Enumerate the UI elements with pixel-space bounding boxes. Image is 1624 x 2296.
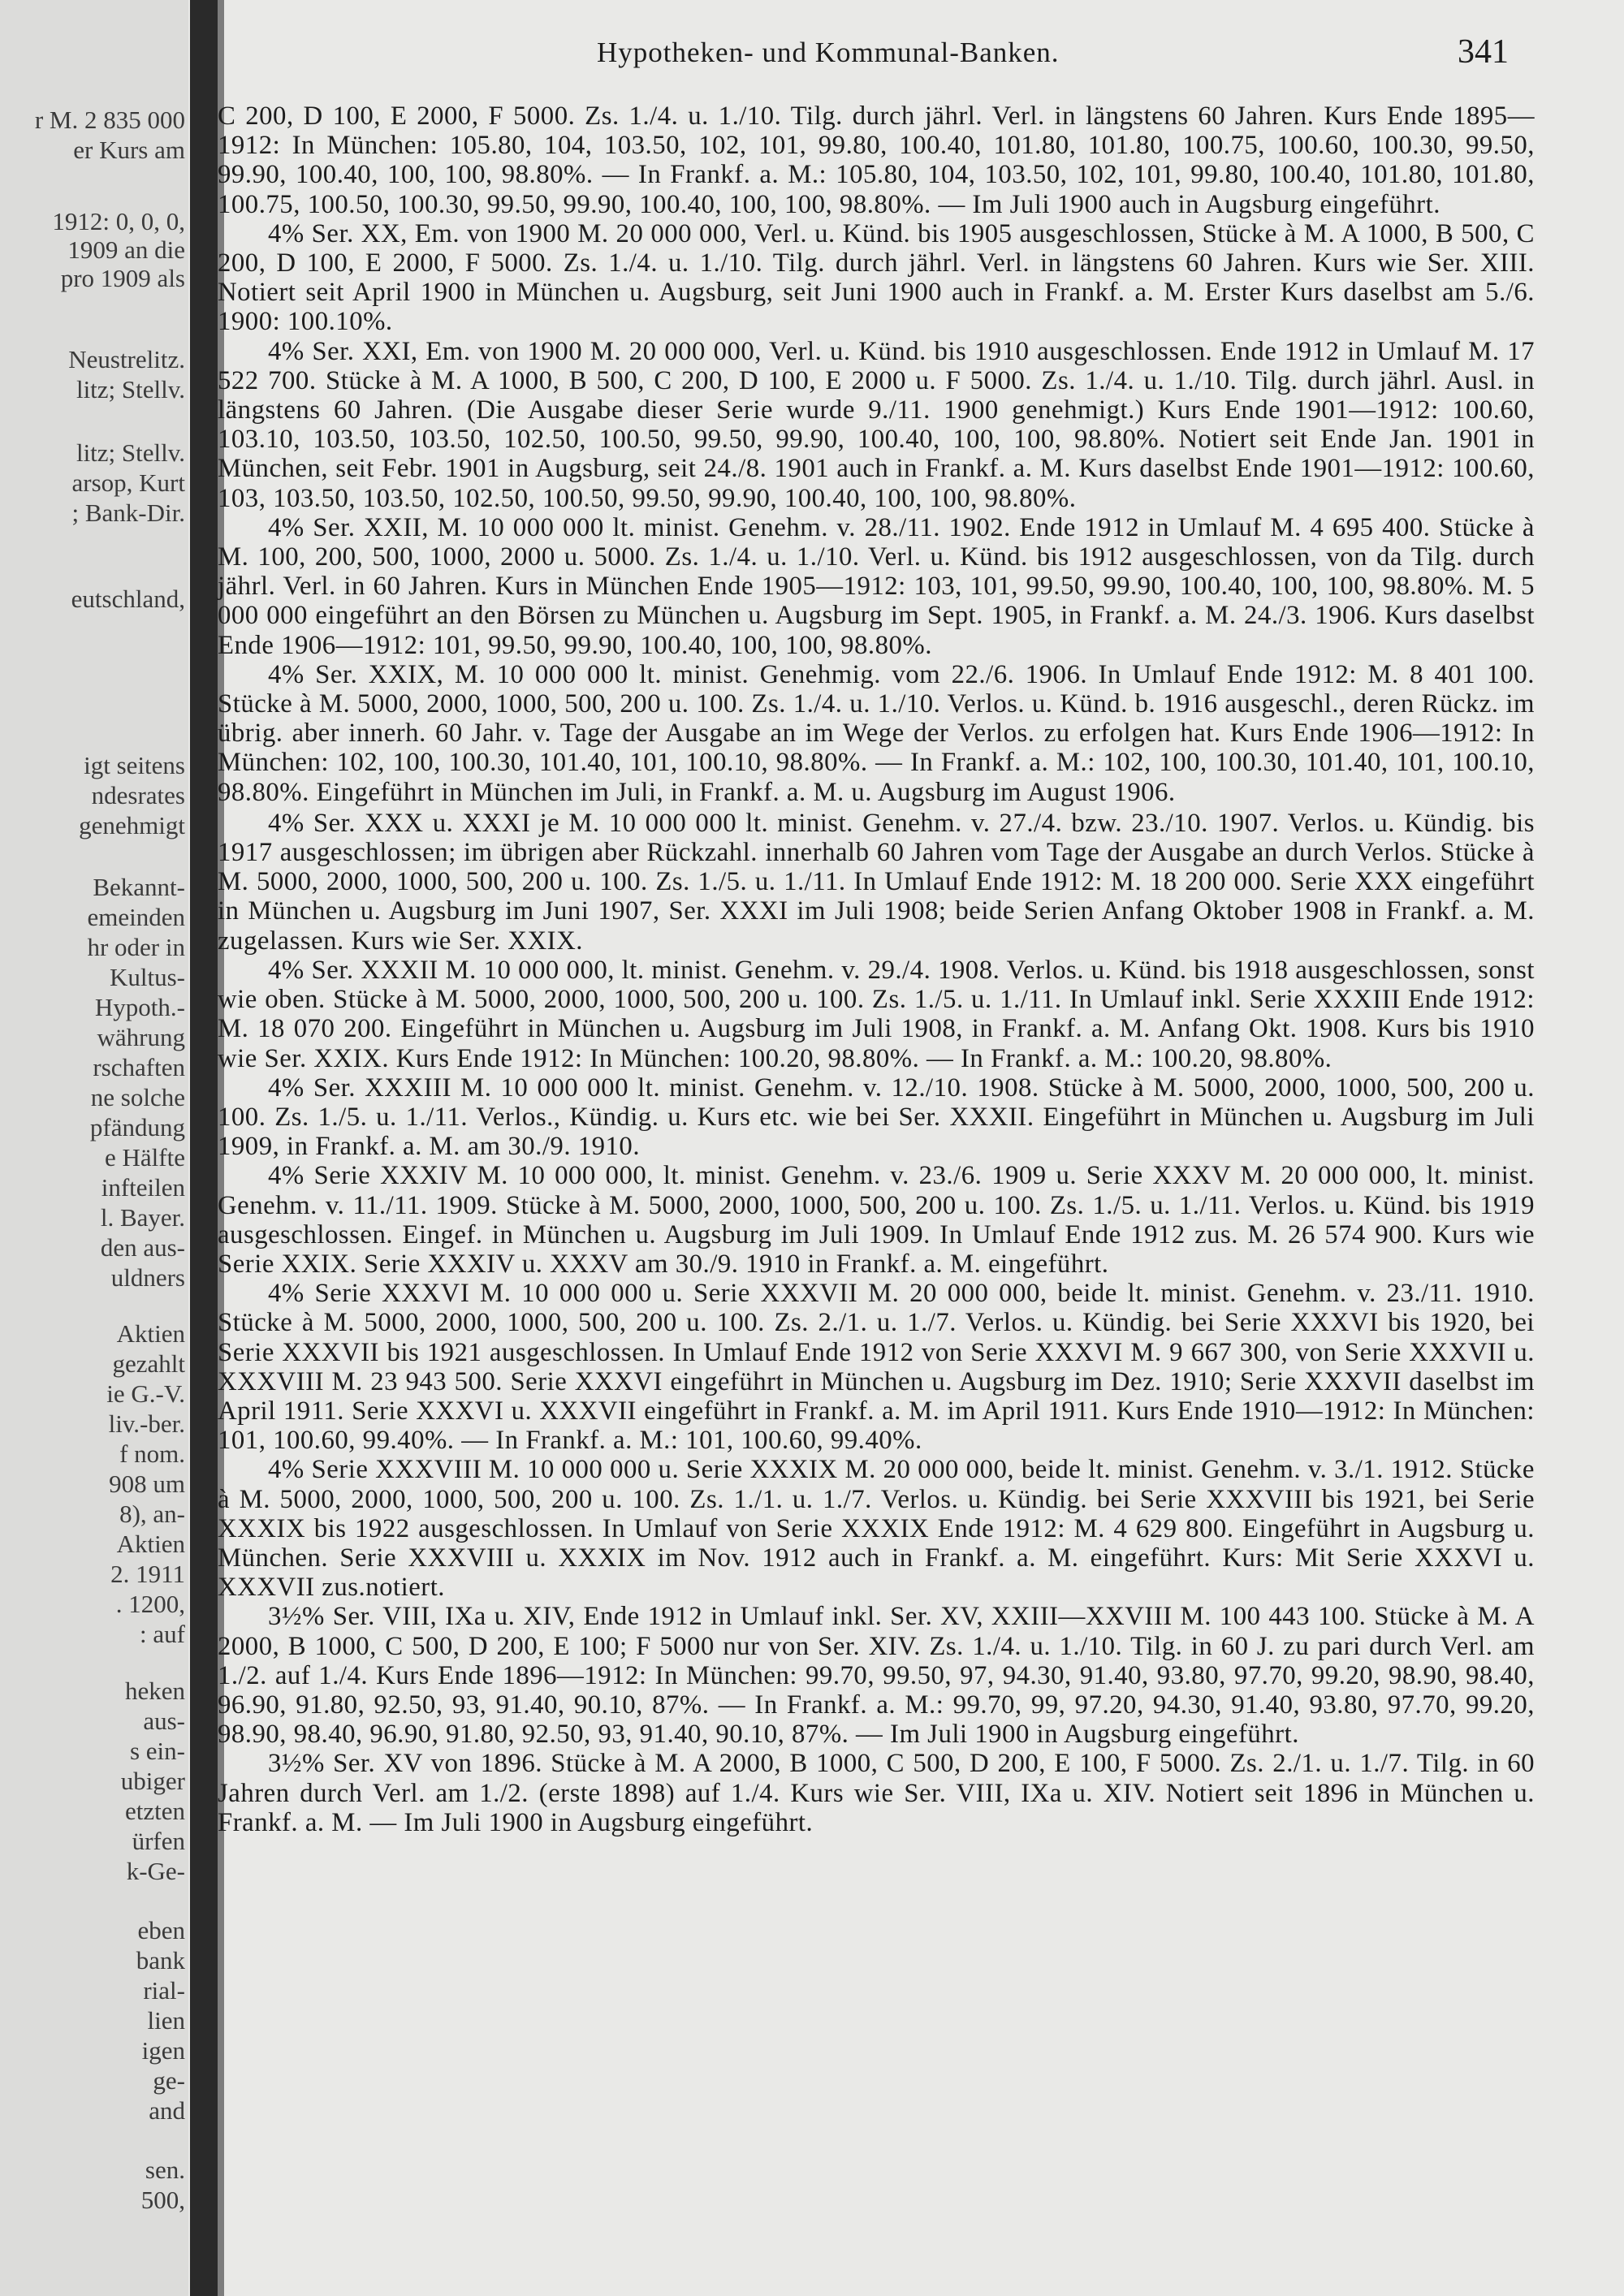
left-line: l. Bayer. — [100, 1203, 185, 1232]
left-line: Hypoth.- — [94, 993, 185, 1021]
left-line: ie G.-V. — [106, 1379, 185, 1408]
page-number: 341 — [1458, 33, 1509, 71]
paragraph-ser-xxxviii-xxxix: 4% Serie XXXVIII M. 10 000 000 u. Serie XXXIX M. 20 000 000, beide lt. minist. Genehm. v. 3./1. 1912. Stücke à M. 5000, 2000, 1000, 500, 200 u. 100. Zs. 1./1. u. 1./7. Verlos. u. Kündig. bei Serie XXXVIII bis 1921, bei Serie XXXIX bis 1922 ausgeschlossen. In Umlauf von Serie XXXIX Ende 1912: M. 4 629 800. Eingeführt in Augsburg u. München. Serie XXXVIII u. XXXIX im Nov. 1912 auch in Frankf. a. M. eingeführt. Kurs: Mit Serie XXXVI u. XXXVII zus.notiert. — [218, 1455, 1535, 1603]
left-line: 8), an- — [119, 1500, 185, 1528]
left-line: e Hälfte — [105, 1143, 185, 1172]
left-line: uldners — [110, 1263, 185, 1292]
left-line: igen — [141, 2036, 185, 2065]
left-line: gezahlt — [112, 1349, 185, 1378]
left-line: ubiger — [120, 1767, 185, 1795]
left-line: pfändung — [89, 1113, 185, 1142]
left-line: Bekannt- — [93, 873, 185, 901]
left-line: eutschland, — [71, 585, 185, 613]
left-line: genehmigt — [79, 811, 185, 839]
left-line: aus- — [143, 1707, 185, 1735]
left-line: arsop, Kurt — [71, 468, 185, 497]
left-line: s ein- — [129, 1737, 185, 1765]
paragraph-ser-xxxiii: 4% Ser. XXXIII M. 10 000 000 lt. minist. Genehm. v. 12./10. 1908. Stücke à M. 5000, 2000, 1000, 500, 200 u. 100. Zs. 1./5. u. 1./11. Verlos., Kündig. u. Kurs etc. wie bei Ser. XXXII. Eingeführt in München u. Augsburg im Juli 1909, in Frankf. a. M. am 30./9. 1910. — [218, 1072, 1535, 1162]
left-line: 1909 an die — [67, 235, 185, 264]
left-line: bank — [136, 1946, 185, 1974]
left-line: eben — [137, 1916, 185, 1944]
left-line: 500, — [140, 2186, 185, 2214]
left-line: r M. 2 835 000 — [34, 106, 185, 134]
paragraph-ser-xxii: 4% Ser. XXII, M. 10 000 000 lt. minist. Genehm. v. 28./11. 1902. Ende 1912 in Umlauf M. 4 695 400. Stücke à M. 100, 200, 500, 1000, 2000 u. 5000. Zs. 1./4. u. 1./10. Verl. u. Künd. bis 1912 ausgeschlossen, von da Tilg. durch jährl. Verl. in 60 Jahren. Kurs in München Ende 1905—1912: 103, 101, 99.50, 99.90, 100.40, 100, 100, 98.80%. M. 5 000 000 eingeführt an den Börsen zu München u. Augsburg im Sept. 1905, in Frankf. a. M. 24./3. 1906. Kurs daselbst Ende 1906—1912: 101, 99.50, 99.90, 100.40, 100, 100, 98.80%. — [218, 512, 1535, 660]
left-line: lien — [147, 2006, 185, 2035]
left-line: Aktien — [116, 1319, 185, 1348]
book-gutter — [190, 0, 218, 2296]
left-line: Kultus- — [110, 963, 185, 991]
paragraph-continuation: C 200, D 100, E 2000, F 5000. Zs. 1./4. u. 1./10. Tilg. durch jährl. Verl. in längstens 60 Jahren. Kurs Ende 1895—1912: In München: 105.80, 104, 103.50, 102, 101, 99.80, 100.40, 101.80, 101.80, 100.75, 100.60, 100.30, 99.50, 99.90, 100.40, 100, 100, 98.80%. — In Frankf. a. M.: 105.80, 104, 103.50, 102, 101, 99.80, 100.40, 101.80, 101.80, 100.75, 100.50, 100.30, 99.50, 99.90, 100.40, 100, 100, 98.80%. — Im Juli 1900 auch in Augsburg eingeführt. — [218, 101, 1535, 219]
left-line: währung — [97, 1023, 185, 1051]
paragraph-ser-xxi: 4% Ser. XXI, Em. von 1900 M. 20 000 000, Verl. u. Künd. bis 1910 ausgeschlossen. Ende 1912 in Umlauf M. 17 522 700. Stücke à M. A 1000, B 500, C 200, D 100, E 2000 u. F 5000. Zs. 1./4. u. 1./10. Tilg. durch jährl. Ausl. in längstens 60 Jahren. (Die Ausgabe dieser Serie wurde 9./11. 1900 genehmigt.) Kurs Ende 1901—1912: 100.60, 103.10, 103.50, 103.50, 102.50, 100.50, 99.50, 99.90, 100.40, 100, 100, 98.80%. Notiert seit Ende Jan. 1901 in München, seit Febr. 1901 in Augsburg, seit 24./8. 1901 auch in Frankf. a. M. Kurs daselbst Ende 1901—1912: 100.60, 103, 103.50, 103.50, 102.50, 100.50, 99.50, 99.90, 100.40, 100, 100, 98.80%. — [218, 336, 1535, 513]
left-line: 908 um — [109, 1470, 185, 1498]
paragraph-ser-xxxiv-xxxv: 4% Serie XXXIV M. 10 000 000, lt. minist. Genehm. v. 23./6. 1909 u. Serie XXXV M. 20 000 000, lt. minist. Genehm. v. 11./11. 1909. Stücke à M. 5000, 2000, 1000, 500, 200 u. 100. Zs. 1./5. u. 1./11. Verlos. u. Künd. bis 1919 ausgeschlossen. Eingef. in München u. Augsburg im Juli 1909. In Umlauf Ende 1912 zus. M. 26 574 900. Kurs wie Serie XXIX. Serie XXXIV u. XXXV am 30./9. 1910 in Frankf. a. M. eingeführt. — [218, 1161, 1535, 1279]
left-line: ndesrates — [91, 781, 185, 809]
left-line: ge- — [153, 2066, 185, 2095]
left-line: rschaften — [93, 1053, 185, 1081]
left-line: etzten — [124, 1797, 185, 1825]
paragraph-ser-xxix: 4% Ser. XXIX, M. 10 000 000 lt. minist. Genehmig. vom 22./6. 1906. In Umlauf Ende 1912: M. 8 401 100. Stücke à M. 5000, 2000, 1000, 500, 200 u. 100. Zs. 1./4. u. 1./10. Verlos. u. Künd. b. 1916 ausgeschl., deren Rückz. im übrig. aber innerh. 60 Jahr. v. Tage der Ausgabe an im Wege der Verlos. zu erfolgen hat. Kurs Ende 1906—1912: In München: 102, 100, 100.30, 101.40, 101, 100.10, 98.80%. — In Frankf. a. M.: 102, 100, 100.30, 101.40, 101, 100.10, 98.80%. Eingeführt in München im Juli, in Frankf. a. M. u. Augsburg im August 1906. — [218, 659, 1535, 807]
left-line: emeinden — [87, 903, 185, 931]
left-line: rial- — [143, 1976, 185, 2005]
left-line: liv.-ber. — [108, 1409, 185, 1438]
left-line: heken — [124, 1677, 185, 1705]
paragraph-ser-xv: 3½% Ser. XV von 1896. Stücke à M. A 2000, B 1000, C 500, D 200, E 100, F 5000. Zs. 2./1. u. 1./7. Tilg. in 60 Jahren durch Verl. am 1./2. (erste 1898) auf 1./4. Kurs wie Ser. VIII, IXa u. XIV. Notiert seit 1896 in München u. Frankf. a. M. — Im Juli 1900 in Augsburg eingeführt. — [218, 1749, 1535, 1837]
left-line: den aus- — [100, 1233, 185, 1262]
left-line: 1912: 0, 0, 0, — [52, 207, 185, 235]
left-line: 2. 1911 — [110, 1560, 185, 1588]
paragraph-ser-xxxii: 4% Ser. XXXII M. 10 000 000, lt. minist. Genehm. v. 29./4. 1908. Verlos. u. Künd. bis 1918 ausgeschlossen, sonst wie oben. Stücke à M. 5000, 2000, 1000, 500, 200 u. 100. Zs. 1./5. u. 1./11. In Umlauf inkl. Serie XXXIII Ende 1912: M. 18 070 200. Eingeführt in München u. Augsburg im Juli 1908, in Frankf. a. M. Anfang Okt. 1908. Kurs bis 1910 wie Ser. XXIX. Kurs Ende 1912: In München: 100.20, 98.80%. — In Frankf. a. M.: 100.20, 98.80%. — [218, 955, 1535, 1073]
left-line: hr oder in — [87, 933, 185, 961]
paragraph-ser-xxx-xxxi: 4% Ser. XXX u. XXXI je M. 10 000 000 lt. minist. Genehm. v. 27./4. bzw. 23./10. 1907. Verlos. u. Kündig. bis 1917 ausgeschlossen; im übrigen aber Rückzahl. innerhalb 60 Jahren vom Tage der Ausgabe an durch Verlos. Stücke à M. 5000, 2000, 1000, 500, 200 u. 100. Zs. 1./5. u. 1./11. In Umlauf Ende 1912: M. 18 200 000. Serie XXX eingeführt in München u. Augsburg im Juni 1907, Ser. XXXI im Juli 1908; beide Serien Anfang Oktober 1908 in Frankf. a. M. zugelassen. Kurs wie Ser. XXIX. — [218, 808, 1535, 956]
left-line: and — [149, 2096, 185, 2125]
paragraph-ser-xxxvi-xxxvii: 4% Serie XXXVI M. 10 000 000 u. Serie XXXVII M. 20 000 000, beide lt. minist. Genehm. v. 23./11. 1910. Stücke à M. 5000, 2000, 1000, 500, 200 u. 100. Zs. 2./1. u. 1./7. Verlos. u. Kündig. bei Serie XXXVI bis 1920, bei Serie XXXVII bis 1921 ausgeschlossen. In Umlauf Ende 1912 von Serie XXXVI M. 9 667 300, von Serie XXXVII u. XXXVIII M. 23 943 500. Serie XXXVI eingeführt in München u. Augsburg im Dez. 1910; Serie XXXVII daselbst im April 1911. Serie XXXVI u. XXXVII eingeführt in Frankf. a. M. im April 1911. Kurs Ende 1910—1912: In München: 101, 100.60, 99.40%. — In Frankf. a. M.: 101, 100.60, 99.40%. — [218, 1279, 1535, 1456]
left-line: litz; Stellv. — [76, 375, 185, 404]
left-line: pro 1909 als — [60, 264, 185, 292]
left-line: sen. — [145, 2156, 185, 2184]
page-body — [218, 101, 1535, 1837]
left-line: igt seitens — [84, 751, 185, 779]
left-line: f nom. — [119, 1439, 185, 1468]
left-line: k-Ge- — [126, 1857, 185, 1885]
left-line: Aktien — [116, 1530, 185, 1558]
left-line: ; Bank-Dir. — [71, 498, 185, 527]
running-title: Hypotheken- und Kommunal-Banken. — [597, 37, 1060, 68]
left-line: litz; Stellv. — [76, 438, 185, 467]
left-line: infteilen — [101, 1173, 185, 1202]
left-page-fragment — [0, 0, 188, 2296]
left-line: : auf — [140, 1620, 185, 1648]
left-line: ne solche — [90, 1083, 185, 1111]
left-line: Neustrelitz. — [68, 345, 185, 373]
left-line: ürfen — [132, 1827, 185, 1855]
left-line: er Kurs am — [73, 136, 185, 164]
left-line: . 1200, — [115, 1590, 185, 1618]
paragraph-ser-xx: 4% Ser. XX, Em. von 1900 M. 20 000 000, Verl. u. Künd. bis 1905 ausgeschlossen, Stücke à M. A 1000, B 500, C 200, D 100, E 2000, F 5000. Zs. 1./4. u. 1./10. Tilg. durch jährl. Verl. in längstens 60 Jahren. Kurs wie Ser. XIII. Notiert seit April 1900 in München u. Augsburg, seit Juni 1900 auch in Frankf. a. M. Erster Kurs daselbst am 5./6. 1900: 100.10%. — [218, 218, 1535, 337]
paragraph-ser-viii-ixa-xiv: 3½% Ser. VIII, IXa u. XIV, Ende 1912 in Umlauf inkl. Ser. XV, XXIII—XXVIII M. 100 443 100. Stücke à M. A 2000, B 1000, C 500, D 200, E 100; F 5000 nur von Ser. XIV. Zs. 1./4. u. 1./10. Tilg. in 60 J. zu pari durch Verl. am 1./2. auf 1./4. Kurs Ende 1896—1912: In München: 99.70, 99.50, 97, 94.30, 91.40, 93.80, 97.70, 99.20, 98.90, 98.40, 96.90, 91.80, 92.50, 93, 91.40, 90.10, 87%. — In Frankf. a. M.: 99.70, 99, 97.20, 94.30, 91.40, 93.80, 97.70, 99.20, 98.90, 98.40, 96.90, 91.80, 92.50, 93, 91.40, 90.10, 87%. — Im Juli 1900 in Augsburg eingeführt. — [218, 1602, 1535, 1750]
